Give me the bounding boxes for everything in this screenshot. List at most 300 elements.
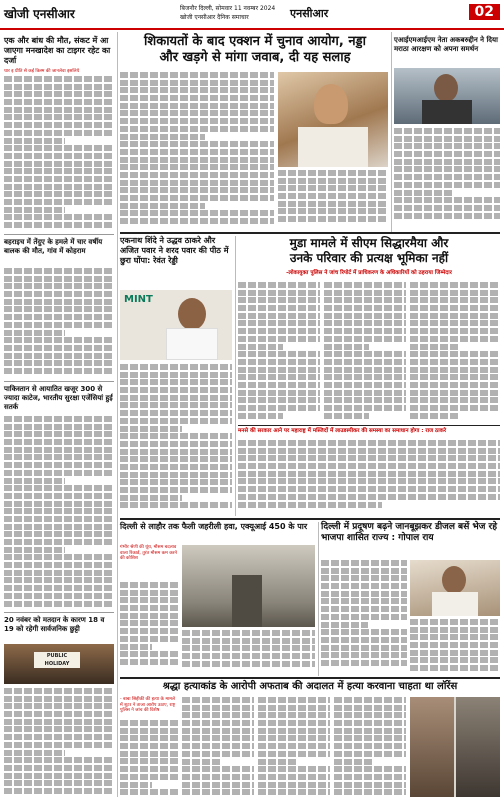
- text-line: [4, 168, 114, 174]
- text-line: [410, 650, 500, 656]
- text-line: [324, 297, 406, 303]
- text-line: [120, 187, 274, 193]
- text-line: [238, 359, 320, 365]
- muda-body-2: [324, 282, 406, 422]
- text-line: [120, 72, 274, 78]
- text-line: [334, 705, 406, 711]
- text-line: [120, 149, 274, 155]
- text-line: [120, 164, 274, 170]
- bottom-headline: श्रद्धा हत्याकांड के आरोपी अफताब की अदालत में हत्या करवाना चाहता था लॉरेंस: [162, 681, 458, 692]
- lead-headline: [120, 34, 390, 66]
- muda-body-1: [238, 282, 320, 422]
- text-line: [4, 585, 114, 591]
- text-line: [238, 320, 320, 326]
- text-line: [324, 382, 406, 388]
- text-line: [4, 742, 114, 748]
- section-rule: [238, 425, 500, 426]
- text-line: [4, 145, 114, 151]
- masthead: [0, 0, 504, 30]
- text-line: [120, 789, 178, 795]
- text-line: [410, 297, 500, 303]
- accused-photos: [410, 697, 500, 797]
- text-line: [120, 103, 274, 109]
- text-line: [120, 387, 232, 393]
- text-line: [120, 644, 152, 650]
- polling-photo: [4, 644, 114, 684]
- text-line: [238, 328, 320, 334]
- text-line: [410, 344, 460, 350]
- text-line: [394, 182, 500, 188]
- revanth-photo: [120, 290, 232, 360]
- text-line: [238, 336, 320, 342]
- text-line: [324, 405, 406, 411]
- text-line: [238, 448, 500, 454]
- text-line: [394, 190, 452, 196]
- text-line: [258, 751, 330, 757]
- text-line: [324, 313, 406, 319]
- text-line: [324, 305, 406, 311]
- text-line: [120, 774, 178, 780]
- photo-right: [456, 697, 500, 797]
- text-line: [4, 207, 65, 213]
- delhi-headline: दिल्ली से लाहौर तक फैली जहरीली हवा, एक्यूआई 450 के पार: [120, 522, 308, 531]
- text-line: [120, 495, 182, 501]
- text-line: [410, 290, 500, 296]
- shinde-body: [120, 364, 232, 514]
- text-line: [120, 597, 178, 603]
- text-line: [410, 657, 500, 663]
- column-divider: [318, 522, 319, 676]
- text-line: [120, 735, 178, 741]
- text-line: [4, 485, 114, 491]
- text-line: [120, 758, 178, 764]
- text-line: [4, 353, 114, 359]
- text-line: [238, 471, 500, 477]
- text-line: [238, 305, 320, 311]
- text-line: [410, 374, 500, 380]
- text-line: [321, 622, 368, 628]
- text-line: [4, 330, 65, 336]
- text-line: [334, 720, 406, 726]
- text-line: [4, 531, 114, 537]
- text-line: [4, 416, 114, 422]
- public-holiday-sign: PUBLIC HOLIDAY: [34, 652, 80, 668]
- thackeray-headline: मनसे की सरकार आने पर महाराष्ट्र में मस्जिदों में लाउडस्पीकर की समस्या का समाधान होगा : राज ठाकरे: [238, 428, 447, 434]
- text-line: [258, 782, 330, 788]
- text-line: [4, 322, 114, 328]
- text-line: [321, 645, 407, 651]
- text-line: [238, 440, 500, 446]
- text-line: [324, 336, 406, 342]
- text-line: [321, 637, 407, 643]
- text-line: [4, 501, 114, 507]
- face-shape: [434, 74, 458, 102]
- muda-body-3: [410, 282, 500, 422]
- text-line: [4, 114, 114, 120]
- text-line: [4, 176, 114, 182]
- bottom-subhead: - बाबा सिद्दीकी की हत्या के मामले में शूटर ने ताजा आरोप उठाए, राष्ट्र पुलिस ने जांच की विशेष: [120, 697, 176, 713]
- text-line: [394, 159, 500, 165]
- owaisi-photo: [394, 68, 500, 124]
- text-line: [4, 337, 114, 343]
- text-line: [4, 696, 114, 702]
- text-line: [334, 743, 406, 749]
- text-line: [120, 743, 178, 749]
- text-line: [410, 619, 500, 625]
- text-line: [4, 99, 114, 105]
- text-line: [410, 413, 460, 419]
- text-line: [238, 374, 320, 380]
- text-line: [4, 765, 114, 771]
- text-line: [4, 516, 114, 522]
- text-line: [120, 418, 232, 424]
- text-line: [238, 367, 320, 373]
- bottom-body-4: [334, 697, 406, 798]
- text-line: [120, 141, 274, 147]
- text-line: [321, 606, 407, 612]
- text-line: [4, 314, 114, 320]
- section-title: एनसीआर: [290, 7, 329, 20]
- text-line: [4, 508, 114, 514]
- text-line: [120, 395, 232, 401]
- text-line: [4, 283, 114, 289]
- text-line: [182, 789, 254, 795]
- text-line: [182, 705, 254, 711]
- section-rule: [120, 677, 500, 679]
- text-line: [321, 591, 407, 597]
- photo-left: [410, 697, 454, 797]
- text-line: [120, 636, 178, 642]
- bottom-body-3: [258, 697, 330, 798]
- text-line: [410, 351, 500, 357]
- text-line: [410, 397, 500, 403]
- text-line: [321, 614, 407, 620]
- text-line: [182, 630, 315, 636]
- text-line: [324, 359, 406, 365]
- text-line: [120, 751, 178, 757]
- text-line: [120, 605, 178, 611]
- text-line: [120, 620, 178, 626]
- text-line: [4, 268, 114, 274]
- date-line: बिजनौर दिल्ली, सोमवार 11 नवम्बर 2024: [180, 5, 276, 12]
- story1-subhead: थार इ प्रीति से कई किस्म की जानलेवा इसलिये: [4, 69, 80, 74]
- text-line: [4, 773, 114, 779]
- text-line: [4, 76, 114, 82]
- text-line: [120, 590, 178, 596]
- text-line: [120, 441, 232, 447]
- text-line: [120, 126, 274, 132]
- divider: [4, 381, 114, 382]
- text-line: [120, 766, 178, 772]
- text-line: [324, 351, 406, 357]
- text-line: [334, 759, 374, 765]
- coat-shape: [422, 100, 472, 124]
- text-line: [4, 153, 114, 159]
- text-line: [4, 539, 114, 545]
- section-rule: [120, 518, 500, 520]
- text-line: [120, 782, 152, 788]
- text-line: [120, 479, 232, 485]
- text-line: [238, 351, 320, 357]
- nadda-photo: [278, 72, 388, 167]
- text-line: [182, 743, 254, 749]
- text-line: [410, 328, 500, 334]
- right-headline: एआईएमआईएम नेता अकबरुद्दीन ने दिया मराठा आरक्षण को अपना समर्थन: [394, 36, 498, 53]
- story4-headline: 20 नवंबर को मतदान के कारण 18 व 19 को रहेगी सार्वजनिक छुट्टी: [4, 616, 105, 633]
- text-line: [410, 336, 500, 342]
- text-line: [4, 214, 114, 220]
- text-line: [238, 313, 320, 319]
- tower-shape: [232, 575, 262, 627]
- text-line: [4, 524, 114, 530]
- text-line: [258, 720, 330, 726]
- text-line: [4, 84, 114, 90]
- text-line: [182, 766, 254, 772]
- text-line: [4, 757, 114, 763]
- text-line: [120, 728, 178, 734]
- text-line: [238, 390, 320, 396]
- text-line: [120, 218, 274, 224]
- text-line: [334, 751, 406, 757]
- text-line: [120, 87, 274, 93]
- section-rule: [120, 232, 500, 234]
- text-line: [278, 208, 388, 214]
- text-line: [4, 122, 114, 128]
- text-line: [120, 502, 232, 508]
- text-line: [182, 638, 315, 644]
- text-line: [4, 107, 114, 113]
- text-line: [324, 413, 369, 419]
- text-line: [4, 470, 114, 476]
- text-line: [4, 222, 114, 228]
- text-line: [4, 547, 65, 553]
- text-line: [120, 180, 274, 186]
- text-line: [258, 766, 330, 772]
- story1-headline: एक और बांध की मौत, संकट में आ जाएगा मनखादेश का टाइगर रहेट का दर्जा: [4, 36, 111, 65]
- face-shape: [314, 84, 348, 124]
- text-line: [394, 197, 500, 203]
- text-line: [334, 735, 406, 741]
- text-line: [321, 583, 407, 589]
- text-line: [321, 660, 407, 666]
- text-line: [334, 728, 406, 734]
- text-line: [410, 390, 500, 396]
- text-line: [324, 290, 406, 296]
- column-divider: [235, 236, 236, 516]
- text-line: [258, 712, 330, 718]
- text-line: [394, 151, 500, 157]
- text-line: [238, 413, 283, 419]
- text-line: [278, 193, 388, 199]
- text-line: [120, 582, 178, 588]
- text-line: [324, 328, 406, 334]
- text-line: [410, 305, 500, 311]
- text-line: [258, 759, 298, 765]
- text-line: [4, 345, 114, 351]
- story1-body: [4, 76, 114, 231]
- text-line: [321, 652, 407, 658]
- text-line: [278, 170, 388, 176]
- text-line: [410, 634, 500, 640]
- thackeray-body: [238, 440, 500, 516]
- text-line: [4, 750, 65, 756]
- text-line: [324, 320, 406, 326]
- muda-headline: [238, 236, 500, 266]
- delhi-body-1: [120, 582, 178, 674]
- shinde-headline: एकनाथ शिंदे ने उद्धव ठाकरे और अजित पवार ने शरद पवार की पीठ में छुरा घोंपा: रेवंत रेड्डी: [120, 236, 229, 265]
- text-line: [238, 502, 382, 508]
- text-line: [182, 653, 315, 659]
- text-line: [4, 424, 114, 430]
- text-line: [182, 661, 315, 667]
- text-line: [182, 720, 254, 726]
- text-line: [394, 174, 500, 180]
- text-line: [120, 402, 232, 408]
- divider: [4, 234, 114, 235]
- column-divider: [117, 32, 118, 797]
- text-line: [394, 213, 500, 219]
- text-line: [120, 203, 205, 209]
- face-shape: [442, 566, 466, 594]
- bottom-body-2: [182, 697, 254, 798]
- text-line: [120, 472, 232, 478]
- text-line: [120, 372, 232, 378]
- text-line: [4, 688, 114, 694]
- text-line: [4, 299, 114, 305]
- text-line: [238, 494, 500, 500]
- text-line: [321, 575, 407, 581]
- text-line: [4, 570, 114, 576]
- text-line: [120, 210, 274, 216]
- text-line: [182, 712, 254, 718]
- text-line: [238, 282, 320, 288]
- text-line: [410, 367, 500, 373]
- delhi-body-2: [182, 630, 315, 674]
- text-line: [321, 629, 407, 635]
- text-line: [258, 735, 330, 741]
- text-line: [182, 645, 315, 651]
- text-line: [334, 697, 406, 703]
- text-line: [238, 463, 500, 469]
- text-line: [120, 364, 232, 370]
- muda-headline-line1: मुडा मामले में सीएम सिद्धारमैया और: [289, 236, 449, 250]
- text-line: [410, 313, 500, 319]
- shirt-shape: [298, 127, 368, 167]
- text-line: [321, 568, 407, 574]
- text-line: [4, 291, 114, 297]
- text-line: [182, 735, 254, 741]
- divider: [4, 612, 114, 613]
- text-line: [120, 613, 178, 619]
- text-line: [120, 651, 178, 657]
- muda-subhead: -लोकायुक्त पुलिस ने जांच रिपोर्ट में प्राधिकरण के अधिकारियों को ठहराया जिम्मेदार: [286, 270, 452, 276]
- masthead-date: [180, 4, 275, 22]
- text-line: [120, 172, 274, 178]
- lead-body: [120, 72, 274, 227]
- text-line: [4, 462, 114, 468]
- story3-headline: पाकिस्तान से आयातित खजूर 300 से ज्यादा काटेज, भारतीय सुरक्षा एजेंसियां हुई सतर्क: [4, 385, 113, 411]
- text-line: [321, 560, 407, 566]
- text-line: [278, 178, 388, 184]
- text-line: [410, 282, 500, 288]
- smog-photo: [182, 545, 315, 627]
- date-line-2: खोजी एनसीआर दैनिक समाचार: [180, 14, 249, 21]
- text-line: [4, 703, 114, 709]
- text-line: [120, 80, 274, 86]
- text-line: [238, 455, 500, 461]
- lead-headline-line2: और खड़गे से मांगा जवाब, दी यह सलाह: [159, 50, 351, 65]
- photo-brand: MINT: [124, 294, 153, 305]
- text-line: [120, 659, 178, 665]
- text-line: [4, 726, 114, 732]
- page-number: 02: [469, 4, 500, 20]
- text-line: [4, 493, 114, 499]
- text-line: [4, 554, 114, 560]
- text-line: [4, 577, 114, 583]
- text-line: [182, 751, 254, 757]
- text-line: [182, 697, 254, 703]
- column-divider: [391, 32, 392, 232]
- text-line: [410, 665, 500, 671]
- text-line: [4, 360, 114, 366]
- text-line: [4, 711, 114, 717]
- text-line: [238, 405, 320, 411]
- text-line: [120, 110, 274, 116]
- delhi-subhead: गंभीर श्रेणी की धूंध, मौसम बदलाव वाला रिकार्ड, तुरंत मौसम कम करने की कोशिश: [120, 545, 178, 561]
- text-line: [120, 157, 274, 163]
- text-line: [334, 712, 406, 718]
- text-line: [4, 454, 114, 460]
- text-line: [258, 774, 330, 780]
- text-line: [238, 382, 320, 388]
- text-line: [4, 562, 114, 568]
- text-line: [120, 118, 274, 124]
- text-line: [324, 397, 406, 403]
- text-line: [394, 136, 500, 142]
- text-line: [238, 290, 320, 296]
- text-line: [4, 161, 114, 167]
- gopal-rai-photo: [410, 560, 500, 616]
- text-line: [120, 195, 274, 201]
- text-line: [334, 782, 406, 788]
- text-line: [4, 306, 114, 312]
- diesel-body-1: [321, 560, 407, 674]
- text-line: [324, 344, 369, 350]
- text-line: [324, 367, 406, 373]
- text-line: [4, 184, 114, 190]
- text-line: [258, 705, 330, 711]
- text-line: [4, 593, 114, 599]
- text-line: [394, 143, 500, 149]
- text-line: [4, 780, 114, 786]
- text-line: [4, 447, 114, 453]
- text-line: [410, 320, 500, 326]
- text-line: [258, 697, 330, 703]
- text-line: [120, 720, 178, 726]
- text-line: [258, 789, 330, 795]
- text-line: [4, 439, 114, 445]
- text-line: [238, 397, 320, 403]
- masthead-title: खोजी एनसीआर: [4, 7, 75, 21]
- text-line: [4, 788, 114, 794]
- text-line: [238, 297, 320, 303]
- text-line: [258, 728, 330, 734]
- right-body: [394, 128, 500, 228]
- text-line: [120, 487, 232, 493]
- text-line: [238, 478, 500, 484]
- text-line: [120, 456, 232, 462]
- muda-headline-line2: उनके परिवार की प्रत्यक्ष भूमिका नहीं: [289, 251, 449, 265]
